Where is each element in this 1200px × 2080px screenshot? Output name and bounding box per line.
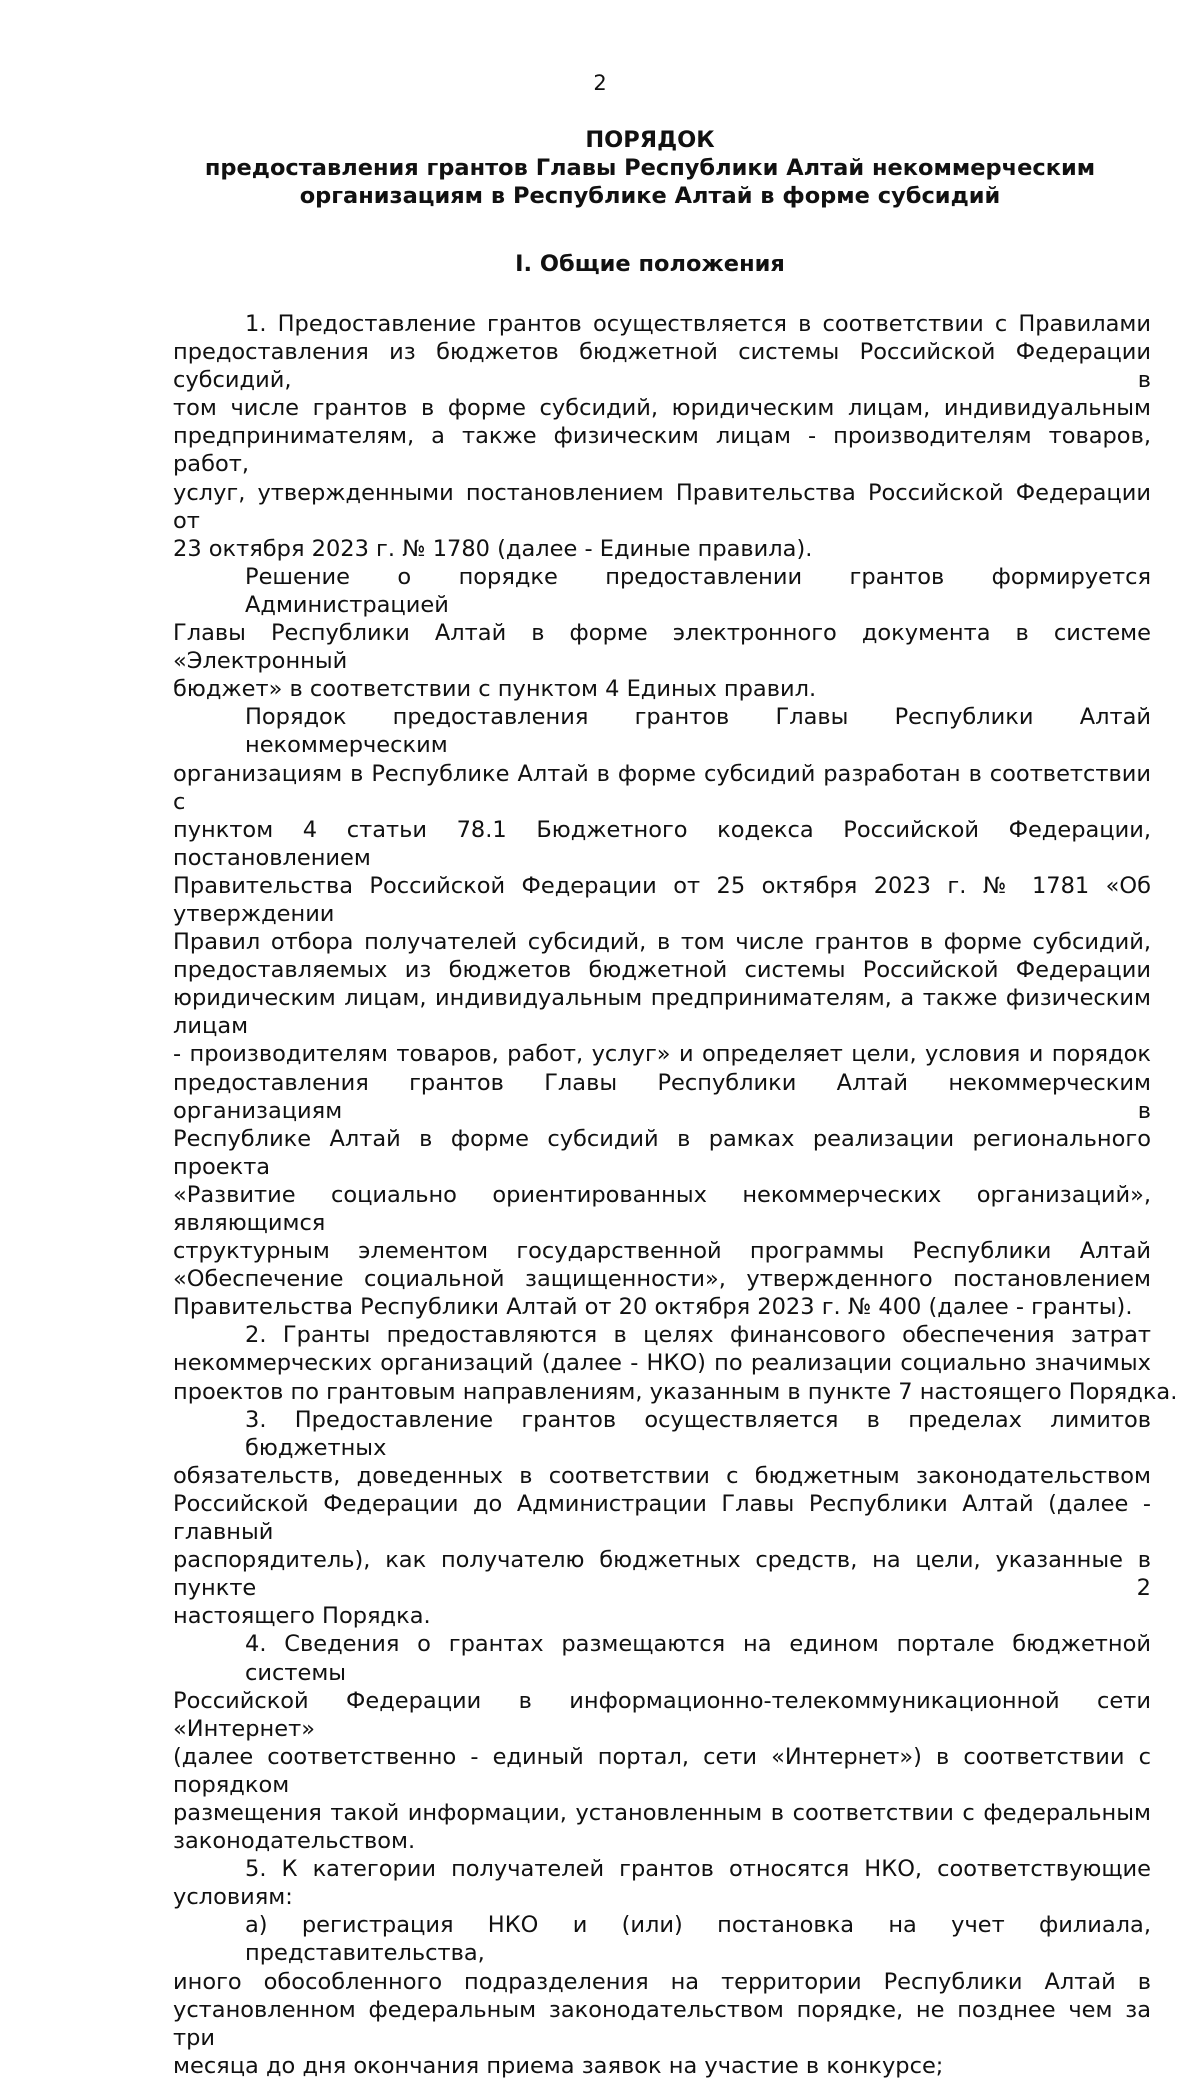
paragraph-line: структурным элементом государственной программы Республики Алтай (173, 1238, 1151, 1265)
paragraph (173, 310, 1151, 563)
paragraph-line: 2. Гранты предоставляются в целях финансового обеспечения затрат (245, 1322, 1151, 1349)
paragraph (173, 1630, 1151, 1855)
paragraph-line: том числе грантов в форме субсидий, юридическим лицам, индивидуальным (173, 395, 1151, 422)
paragraph-line: иного обособленного подразделения на территории Республики Алтай в (173, 1968, 1151, 1995)
paragraph-line: распорядитель), как получателю бюджетных средств, на цели, указанные в пункте 2 (173, 1547, 1151, 1602)
paragraph-line: некоммерческих организаций (далее - НКО) по реализации социально значимых (173, 1350, 1151, 1377)
paragraph-line: 1. Предоставление грантов осуществляется в соответствии с Правилами (245, 311, 1151, 337)
paragraph-line: предпринимателям, а также физическим лицам - производителям товаров, работ, (173, 423, 1151, 478)
paragraph-line: предоставления грантов Главы Республики Алтай некоммерческим организациям в (173, 1069, 1151, 1124)
paragraph-line: условиям: (173, 1884, 293, 1911)
paragraph-line: юридическим лицам, индивидуальным предпринимателям, а также физическим лицам (173, 985, 1151, 1040)
paragraph-line: «Развитие социально ориентированных некоммерческих организаций», являющимся (173, 1181, 1151, 1236)
paragraph-line: Решение о порядке предоставлении грантов формируется Администрацией (245, 563, 1151, 618)
paragraph-line: Правительства Республики Алтай от 20 октября 2023 г. № 400 (далее - гранты). (173, 1294, 1133, 1321)
paragraph-line: настоящего Порядка. (173, 1603, 431, 1630)
paragraph-line: Правил отбора получателей субсидий, в том числе грантов в форме субсидий, (173, 929, 1151, 956)
paragraph-line: размещения такой информации, установленным в соответствии с федеральным (173, 1799, 1151, 1826)
paragraph-line: 4. Сведения о грантах размещаются на едином портале бюджетной системы (245, 1631, 1151, 1686)
paragraph-line: предоставляемых из бюджетов бюджетной системы Российской Федерации (173, 957, 1151, 984)
paragraph-line: Российской Федерации до Администрации Главы Республики Алтай (далее - главный (173, 1490, 1151, 1546)
paragraph-line: Порядок предоставления грантов Главы Республики Алтай некоммерческим (245, 704, 1151, 759)
paragraph-line: Правительства Российской Федерации от 25 октября 2023 г. № 1781 «Об утверждении (173, 872, 1151, 927)
paragraph-line: пунктом 4 статьи 78.1 Бюджетного кодекса Российской Федерации, постановлением (173, 816, 1151, 871)
paragraph (173, 1406, 1151, 1631)
section-title: I. Общие положения (515, 251, 785, 277)
paragraph-line: организациям в Республике Алтай в форме субсидий разработан в соответствии с (173, 760, 1151, 815)
paragraph (173, 1911, 1151, 2080)
document-heading (170, 126, 1130, 210)
paragraph-line: Главы Республики Алтай в форме электронного документа в системе «Электронный (173, 620, 1151, 675)
paragraph-line: 5. К категории получателей грантов относятся НКО, соответствующие (245, 1856, 1151, 1883)
paragraph-line: законодательством. (173, 1828, 416, 1855)
paragraph-line: Республике Алтай в форме субсидий в рамках реализации регионального проекта (173, 1125, 1151, 1180)
paragraph-line: месяца до дня окончания приема заявок на участие в конкурсе; (173, 2052, 944, 2079)
paragraph-line: а) регистрация НКО и (или) постановка на учет филиала, представительства, (245, 1912, 1151, 1967)
paragraph-line: - производителям товаров, работ, услуг» и определяет цели, условия и порядок (173, 1041, 1151, 1068)
paragraph (173, 1321, 1178, 1405)
paragraph (173, 1855, 1151, 1911)
document-subtitle-line: предоставления грантов Главы Республики Алтай некоммерческим (204, 155, 1096, 181)
paragraph-line: предоставления из бюджетов бюджетной системы Российской Федерации субсидий, в (173, 339, 1151, 394)
paragraph (173, 563, 1151, 703)
paragraph-line: 23 октября 2023 г. № 1780 (далее - Единые правила). (173, 535, 813, 562)
paragraph-line: услуг, утвержденными постановлением Правительства Российской Федерации от (173, 479, 1151, 534)
paragraph-line: проектов по грантовым направлениям, указанным в пункте 7 настоящего Порядка. (173, 1378, 1178, 1405)
paragraph-line: 3. Предоставление грантов осуществляется в пределах лимитов бюджетных (245, 1406, 1151, 1461)
paragraph-line: Российской Федерации в информационно-телекоммуникационной сети «Интернет» (173, 1687, 1151, 1742)
paragraph-line: «Обеспечение социальной защищенности», утвержденного постановлением (173, 1266, 1151, 1293)
paragraph-line: обязательств, доведенных в соответствии с бюджетным законодательством (173, 1462, 1151, 1489)
paragraph (173, 703, 1151, 1321)
document-subtitle-line: организациям в Республике Алтай в форме субсидий (299, 183, 1001, 209)
body-text (173, 310, 1178, 2080)
page-number: 2 (593, 71, 607, 95)
paragraph-line: установленном федеральным законодательством порядке, не позднее чем за три (173, 1996, 1151, 2051)
document-title: ПОРЯДОК (585, 127, 715, 153)
paragraph-line: (далее соответственно - единый портал, сети «Интернет») в соответствии с порядком (173, 1743, 1151, 1798)
paragraph-line: бюджет» в соответствии с пунктом 4 Единых правил. (173, 676, 817, 703)
